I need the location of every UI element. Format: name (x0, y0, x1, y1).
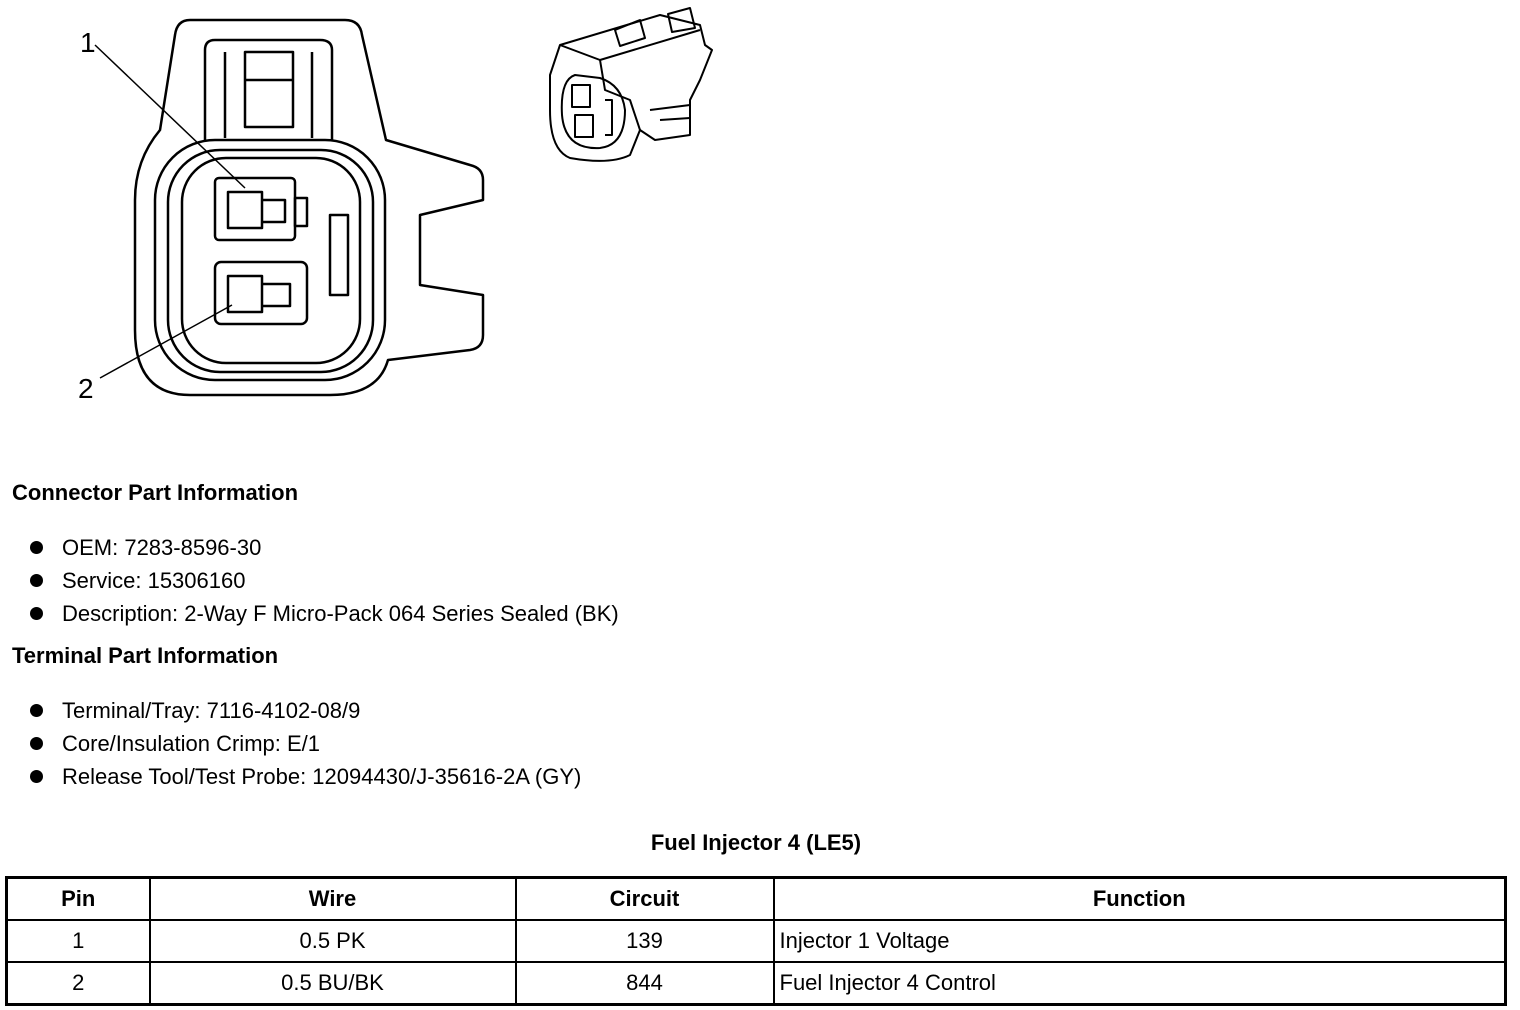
circuit-cell: 139 (516, 920, 774, 962)
connector-diagram (0, 0, 760, 420)
terminal-cavity-2 (215, 262, 307, 324)
connector-isometric-view (550, 8, 712, 161)
terminal-part-info-list (28, 694, 581, 793)
function-cell: Fuel Injector 4 Control (774, 962, 1506, 1005)
table-row (7, 962, 1506, 1005)
list-item (28, 564, 619, 597)
column-header-wire: Wire (150, 878, 516, 921)
list-item (28, 531, 619, 564)
bullet-icon (30, 737, 43, 750)
connector-part-info-heading: Connector Part Information (12, 480, 299, 505)
pin-1-label: 1 (80, 27, 96, 58)
pin-cell: 1 (7, 920, 150, 962)
pin-cell: 2 (7, 962, 150, 1005)
release-tool-test-probe: Release Tool/Test Probe: 12094430/J-35616-2A (GY) (62, 764, 582, 789)
column-header-circuit: Circuit (516, 878, 774, 921)
list-item (28, 694, 581, 727)
circuit-cell: 844 (516, 962, 774, 1005)
pin-2-leader-line (100, 305, 232, 378)
connector-seal-inner (182, 158, 360, 363)
oem-part-number: OEM: 7283-8596-30 (62, 535, 262, 560)
bullet-icon (30, 607, 43, 620)
list-item (28, 597, 619, 630)
list-item (28, 727, 581, 760)
column-header-pin: Pin (7, 878, 150, 921)
bullet-icon (30, 541, 43, 554)
connector-description: Description: 2-Way F Micro-Pack 064 Series Sealed (BK) (62, 601, 619, 626)
service-part-number: Service: 15306160 (62, 568, 246, 593)
function-cell: Injector 1 Voltage (774, 920, 1506, 962)
bullet-icon (30, 770, 43, 783)
terminal-cavity-1 (215, 178, 307, 240)
pin-table (5, 876, 1507, 1006)
core-insulation-crimp: Core/Insulation Crimp: E/1 (62, 731, 320, 756)
pin-2-label: 2 (78, 373, 94, 404)
terminal-part-info-heading: Terminal Part Information (12, 643, 279, 668)
table-header-row (7, 878, 1506, 921)
connector-part-info-list (28, 531, 619, 630)
bullet-icon (30, 574, 43, 587)
list-item (28, 760, 581, 793)
terminal-tray: Terminal/Tray: 7116-4102-08/9 (62, 698, 361, 723)
wire-cell: 0.5 BU/BK (150, 962, 516, 1005)
pin-table-title: Fuel Injector 4 (LE5) (650, 830, 862, 855)
bullet-icon (30, 704, 43, 717)
wire-cell: 0.5 PK (150, 920, 516, 962)
column-header-function: Function (774, 878, 1506, 921)
table-row (7, 920, 1506, 962)
